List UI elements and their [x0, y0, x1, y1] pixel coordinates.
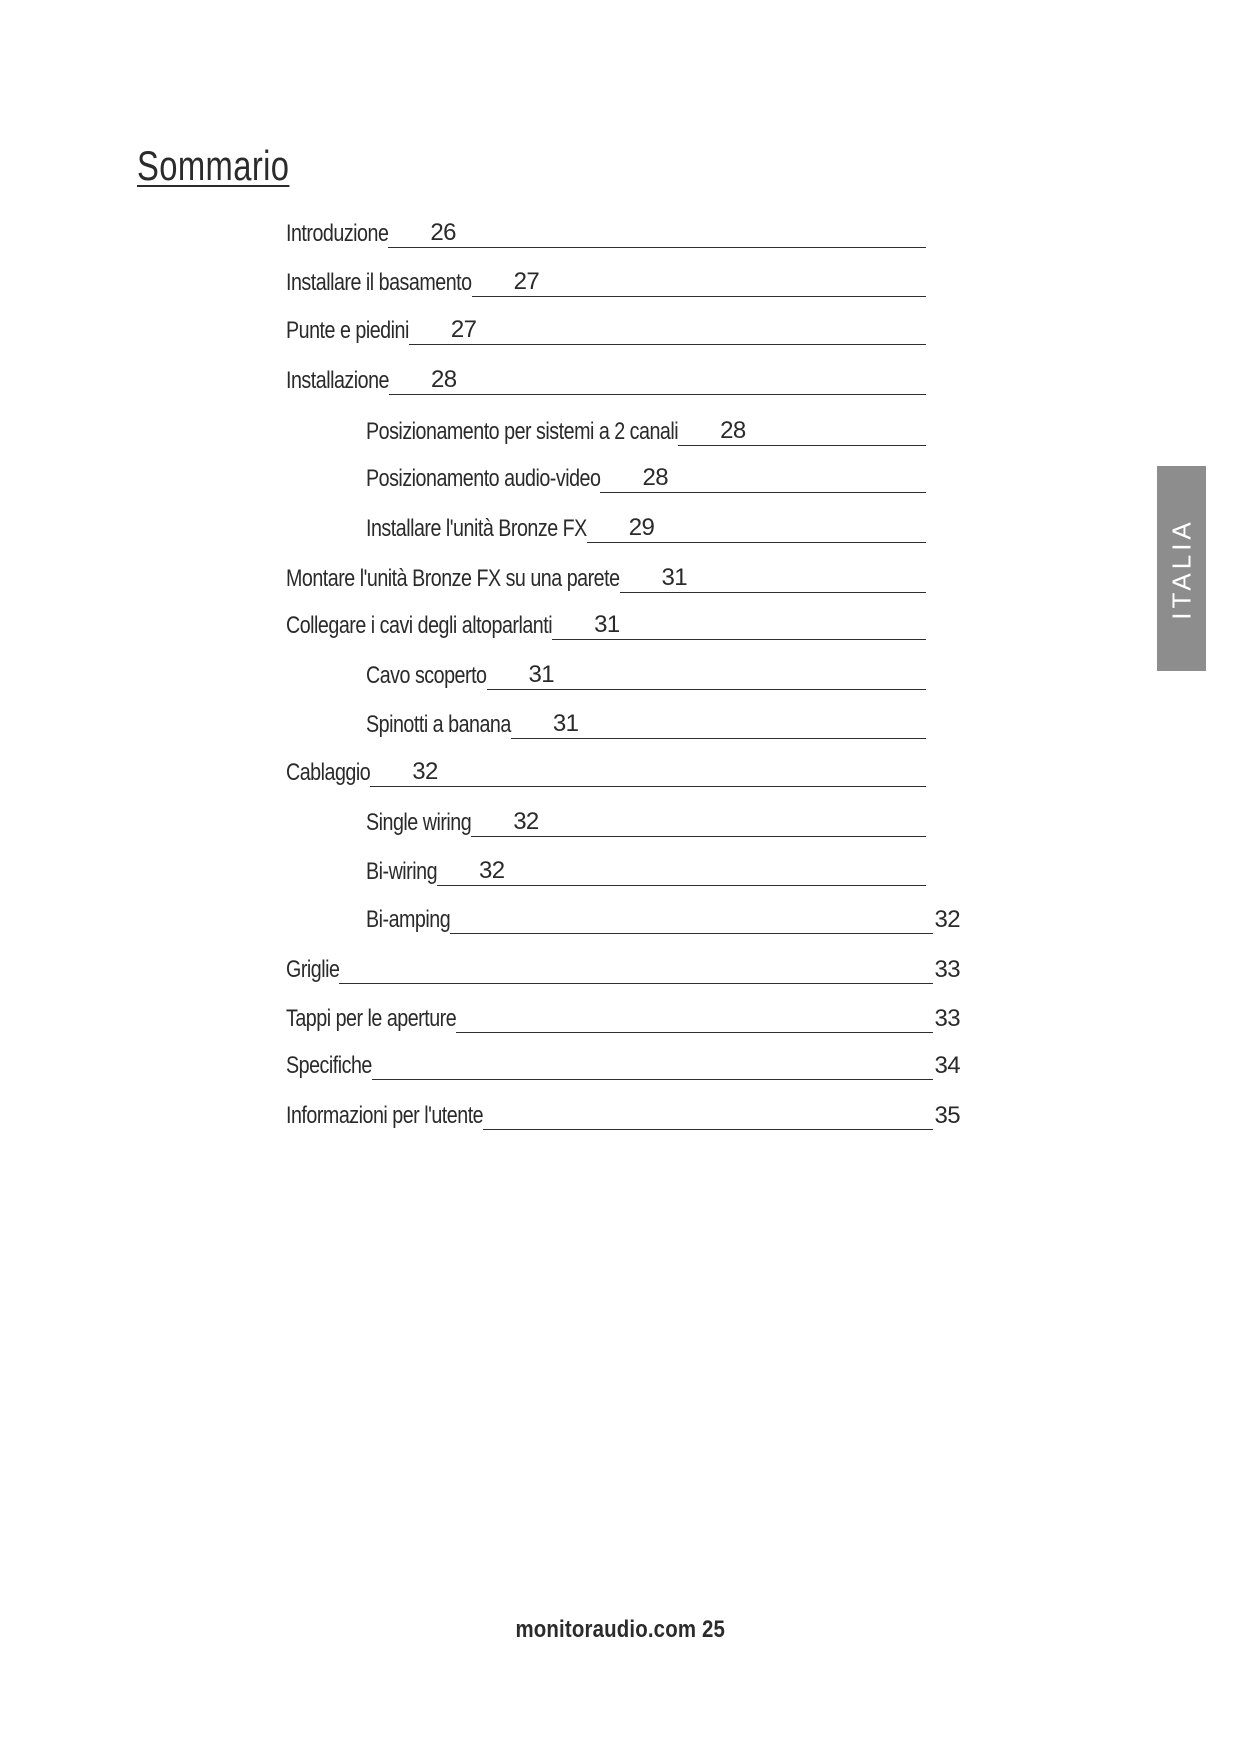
toc-entry-page: 28	[431, 366, 457, 393]
toc-entry-label: Installare il basamento	[286, 269, 472, 296]
toc-entry-label: Tappi per le aperture	[286, 1005, 457, 1032]
toc-entry[interactable]	[286, 1094, 960, 1130]
toc-leader-line	[437, 859, 926, 886]
toc-entry[interactable]	[366, 801, 926, 837]
toc-entry[interactable]	[286, 997, 960, 1033]
toc-entry-label: Specifiche	[286, 1052, 372, 1079]
toc-entry-page: 34	[934, 1052, 960, 1079]
toc-leader-line	[678, 419, 926, 446]
toc-entry-label: Spinotti a banana	[366, 711, 511, 738]
toc-entry-page: 31	[661, 564, 688, 591]
toc-entry-page: 28	[642, 464, 668, 491]
toc-entry-label: Collegare i cavi degli altoparlanti	[286, 612, 553, 639]
toc-entry[interactable]	[286, 751, 926, 787]
toc-entry[interactable]	[286, 948, 960, 984]
toc-entry-label: Bi-amping	[366, 906, 451, 933]
toc-entry-label: Cablaggio	[286, 759, 371, 786]
toc-leader-line	[471, 810, 926, 837]
toc-entry-page: 31	[528, 661, 554, 688]
toc-entry[interactable]	[366, 654, 926, 690]
toc-entry-label: Montare l'unità Bronze FX su una parete	[286, 565, 620, 592]
toc-leader-line	[389, 368, 926, 395]
toc-leader-line	[600, 466, 926, 493]
toc-entry-label: Posizionamento per sistemi a 2 canali	[366, 418, 679, 445]
toc-leader-line	[587, 516, 926, 543]
toc-leader-line	[339, 957, 932, 984]
page-title: Sommario	[137, 142, 290, 189]
toc-leader-line	[370, 760, 926, 787]
toc-leader-line	[483, 1103, 932, 1130]
toc-entry-label: Griglie	[286, 956, 340, 983]
toc-entry-page: 27	[513, 268, 540, 295]
page-footer	[0, 1616, 1241, 1644]
toc-entry-page: 32	[934, 906, 960, 933]
toc-entry-page: 28	[720, 417, 746, 444]
toc-leader-line	[388, 221, 926, 248]
toc-entry[interactable]	[366, 410, 926, 446]
toc-entry-page: 31	[552, 710, 579, 737]
toc-entry-label: Bi-wiring	[366, 858, 438, 885]
toc-leader-line	[450, 907, 932, 934]
toc-entry[interactable]	[286, 359, 926, 395]
toc-entry[interactable]	[286, 261, 926, 297]
toc-entry-label: Installare l'unità Bronze FX	[366, 515, 587, 542]
toc-entry-page: 32	[513, 808, 539, 835]
toc-leader-line	[487, 663, 927, 690]
toc-entry[interactable]	[366, 703, 926, 739]
toc-entry[interactable]	[286, 557, 926, 593]
toc-leader-line	[511, 712, 926, 739]
toc-entry[interactable]	[286, 212, 926, 248]
toc-entry-page: 27	[450, 316, 477, 343]
toc-entry-label: Punte e piedini	[286, 317, 409, 344]
toc-entry-page: 32	[479, 857, 505, 884]
toc-entry-label: Informazioni per l'utente	[286, 1102, 484, 1129]
toc-entry[interactable]	[366, 850, 926, 886]
toc-entry-page: 29	[628, 514, 655, 541]
toc-leader-line	[372, 1053, 933, 1080]
toc-entry[interactable]	[366, 457, 926, 493]
toc-entry-label: Cavo scoperto	[366, 662, 487, 689]
toc-entry[interactable]	[286, 1044, 960, 1080]
toc-leader-line	[552, 613, 926, 640]
toc-leader-line	[620, 566, 926, 593]
toc-entry-label: Single wiring	[366, 809, 472, 836]
toc-entry[interactable]	[286, 604, 926, 640]
toc-entry-label: Posizionamento audio-video	[366, 465, 601, 492]
toc-entry[interactable]	[286, 309, 926, 345]
toc-entry-label: Installazione	[286, 367, 390, 394]
toc-entry[interactable]	[366, 898, 960, 934]
toc-entry[interactable]	[366, 507, 926, 543]
toc-entry-page: 35	[934, 1102, 960, 1129]
toc-leader-line	[456, 1006, 932, 1033]
toc-entry-page: 31	[594, 611, 620, 638]
toc-leader-line	[472, 270, 926, 297]
toc-entry-label: Introduzione	[286, 220, 389, 247]
toc-entry-page: 32	[412, 758, 438, 785]
toc-entry-page: 33	[934, 956, 960, 983]
toc-entry-page: 33	[934, 1005, 960, 1032]
footer-text: monitoraudio.com 25	[515, 1616, 726, 1643]
language-side-tab	[1157, 466, 1206, 671]
toc-leader-line	[409, 318, 926, 345]
language-side-tab-label: ITALIA	[1166, 517, 1196, 620]
toc-entry-page: 26	[430, 219, 456, 246]
